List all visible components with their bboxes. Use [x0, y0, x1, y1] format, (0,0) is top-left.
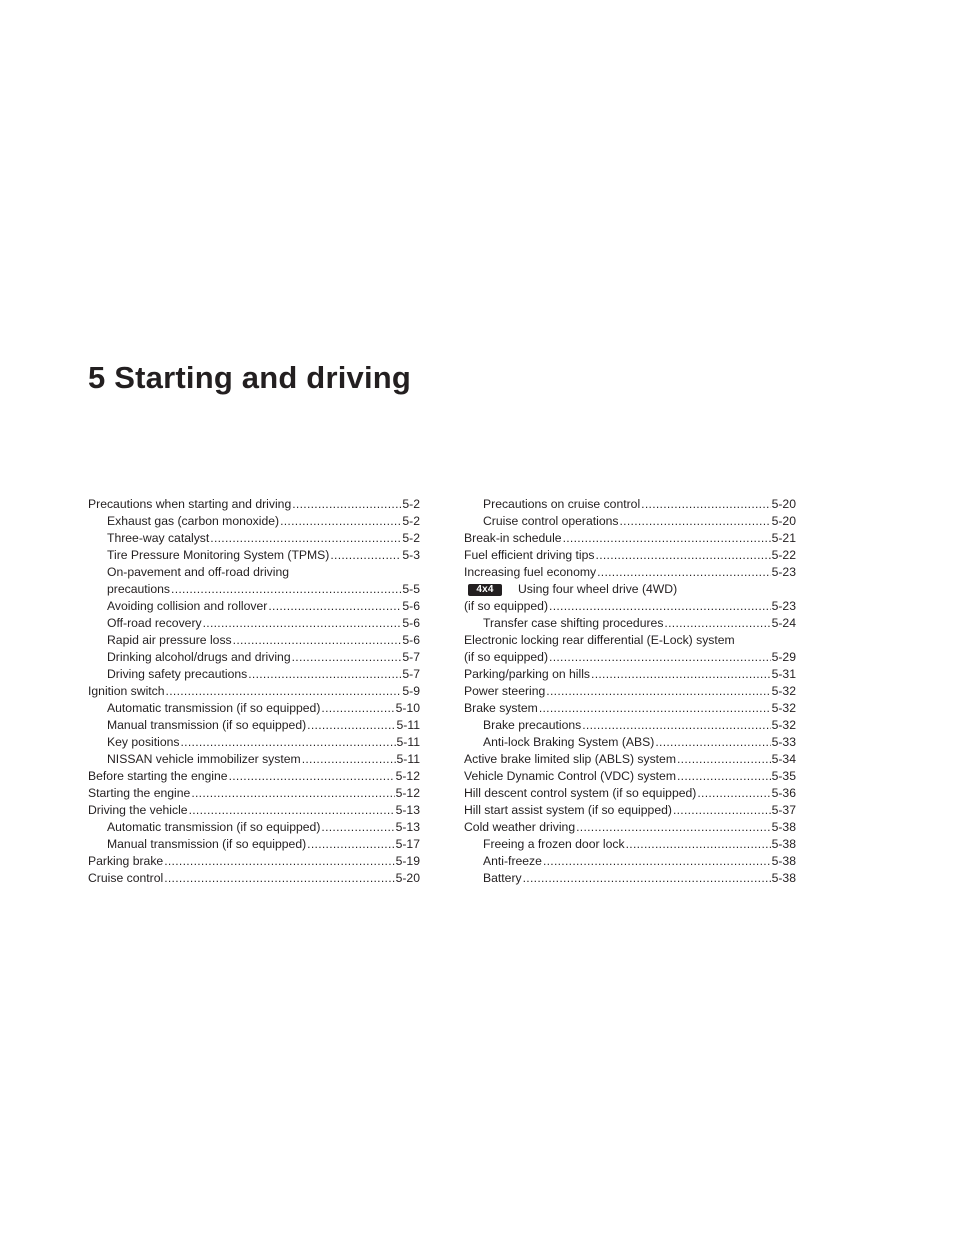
toc-entry-label: Off-road recovery	[107, 616, 202, 630]
toc-leader-dots	[321, 700, 394, 717]
toc-leader-dots	[539, 700, 771, 717]
4x4-icon: 4x4	[468, 584, 502, 596]
toc-entry-label: Hill descent control system (if so equipped)	[464, 786, 697, 800]
toc-entry-label: Rapid air pressure loss	[107, 633, 232, 647]
toc-leader-dots	[563, 530, 771, 547]
toc-leader-dots	[210, 530, 401, 547]
toc-leader-dots	[664, 615, 770, 632]
toc-entry[interactable]	[464, 853, 796, 870]
toc-leader-dots	[549, 649, 771, 666]
toc-page-number: 5-13	[395, 820, 420, 834]
toc-leader-dots	[523, 870, 771, 887]
toc-entry-label: Before starting the engine	[88, 769, 228, 783]
toc-entry-label: Parking brake	[88, 854, 164, 868]
toc-leader-dots	[582, 717, 770, 734]
toc-entry[interactable]	[88, 666, 420, 683]
toc-page-number: 5-11	[396, 752, 420, 766]
toc-entry-label: Electronic locking rear differential (E-Lock) system	[464, 633, 735, 647]
toc-page-number: 5-24	[771, 616, 796, 630]
toc-right-column	[464, 496, 796, 887]
toc-leader-dots	[321, 819, 394, 836]
toc-leader-dots	[677, 768, 771, 785]
toc-page-number: 5-36	[771, 786, 796, 800]
toc-entry-label: (if so equipped)	[464, 650, 549, 664]
toc-leader-dots	[626, 836, 771, 853]
toc-page-number: 5-2	[402, 514, 420, 528]
toc-leader-dots	[620, 513, 771, 530]
toc-entry[interactable]	[464, 751, 796, 768]
toc-entry[interactable]	[88, 564, 420, 581]
toc-leader-dots	[280, 513, 401, 530]
chapter-title: 5 Starting and driving	[88, 360, 412, 395]
toc-entry[interactable]	[88, 785, 420, 802]
toc-page-number: 5-32	[771, 684, 796, 698]
toc-entry[interactable]	[464, 785, 796, 802]
toc-leader-dots	[164, 853, 394, 870]
toc-leader-dots	[191, 785, 394, 802]
toc-entry-label: Manual transmission (if so equipped)	[107, 718, 307, 732]
toc-entry[interactable]	[88, 870, 420, 887]
toc-entry[interactable]	[464, 632, 796, 649]
toc-entry-label: Precautions on cruise control	[483, 497, 641, 511]
toc-entry[interactable]	[464, 819, 796, 836]
toc-entry[interactable]	[464, 530, 796, 547]
toc-entry[interactable]	[464, 564, 796, 581]
toc-leader-dots	[697, 785, 770, 802]
toc-page-number: 5-20	[395, 871, 420, 885]
toc-leader-dots	[677, 751, 771, 768]
toc-page-number: 5-7	[402, 667, 420, 681]
toc-page-number: 5-2	[402, 497, 420, 511]
toc-leader-dots	[307, 836, 394, 853]
toc-entry-label: Cruise control operations	[483, 514, 619, 528]
toc-leader-dots	[591, 666, 771, 683]
toc-left-column	[88, 496, 420, 887]
toc-entry-label: Starting the engine	[88, 786, 191, 800]
toc-entry[interactable]	[88, 649, 420, 666]
toc-entry-label: Break-in schedule	[464, 531, 562, 545]
toc-page-number: 5-20	[771, 514, 796, 528]
toc-leader-dots	[641, 496, 770, 513]
toc-entry-label: Hill start assist system (if so equipped)	[464, 803, 672, 817]
toc-entry[interactable]	[464, 717, 796, 734]
toc-entry-label: Anti-lock Braking System (ABS)	[483, 735, 655, 749]
toc-entry[interactable]	[464, 598, 796, 615]
toc-entry-label: Active brake limited slip (ABLS) system	[464, 752, 676, 766]
toc-page-number: 5-31	[771, 667, 796, 681]
toc-entry[interactable]	[88, 530, 420, 547]
toc-entry[interactable]	[88, 615, 420, 632]
toc-leader-dots	[307, 717, 395, 734]
toc-leader-dots	[203, 615, 402, 632]
toc-leader-dots	[546, 683, 770, 700]
toc-entry-label: Battery	[483, 871, 522, 885]
toc-entry-label: On-pavement and off-road driving	[107, 565, 290, 579]
toc-page-number: 5-9	[402, 684, 420, 698]
toc-entry[interactable]	[88, 717, 420, 734]
toc-entry[interactable]	[88, 700, 420, 717]
toc-page-number: 5-2	[402, 531, 420, 545]
toc-leader-dots	[673, 802, 771, 819]
toc-leader-dots	[597, 564, 770, 581]
toc-entry[interactable]	[464, 496, 796, 513]
toc-page-number: 5-23	[771, 599, 796, 613]
toc-entry[interactable]	[464, 547, 796, 564]
toc-entry[interactable]	[88, 683, 420, 700]
toc-page-number: 5-34	[771, 752, 796, 766]
toc-entry-label: Parking/parking on hills	[464, 667, 591, 681]
toc-page-number: 5-6	[402, 616, 420, 630]
toc-entry[interactable]	[88, 513, 420, 530]
toc-entry-label: Vehicle Dynamic Control (VDC) system	[464, 769, 676, 783]
toc-leader-dots	[248, 666, 401, 683]
toc-entry[interactable]	[88, 802, 420, 819]
toc-entry-label: Precautions when starting and driving	[88, 497, 292, 511]
toc-entry[interactable]	[88, 853, 420, 870]
toc-entry[interactable]	[88, 768, 420, 785]
toc-entry[interactable]	[464, 870, 796, 887]
toc-entry-label: Freeing a frozen door lock	[483, 837, 625, 851]
toc-entry-label: Avoiding collision and rollover	[107, 599, 268, 613]
toc-entry[interactable]	[88, 547, 420, 564]
toc-page-number: 5-38	[771, 820, 796, 834]
toc-page-number: 5-11	[396, 718, 420, 732]
toc-entry-label: Cold weather driving	[464, 820, 576, 834]
toc-entry[interactable]	[464, 581, 796, 598]
toc-page-number: 5-3	[402, 548, 420, 562]
toc-leader-dots	[189, 802, 395, 819]
toc-entry-label: Drinking alcohol/drugs and driving	[107, 650, 291, 664]
toc-entry[interactable]	[464, 836, 796, 853]
toc-entry-label: Power steering	[464, 684, 546, 698]
toc-entry-label: Automatic transmission (if so equipped)	[107, 701, 321, 715]
toc-leader-dots	[229, 768, 395, 785]
toc-entry-label: Fuel efficient driving tips	[464, 548, 595, 562]
toc-entry-label: Ignition switch	[88, 684, 165, 698]
toc-leader-dots	[543, 853, 771, 870]
toc-entry-label: Tire Pressure Monitoring System (TPMS)	[107, 548, 330, 562]
toc-entry[interactable]	[88, 751, 420, 768]
toc-leader-dots	[164, 870, 394, 887]
toc-leader-dots	[268, 598, 401, 615]
toc-page-number: 5-7	[402, 650, 420, 664]
toc-entry-label: NISSAN vehicle immobilizer system	[107, 752, 301, 766]
toc-leader-dots	[292, 496, 401, 513]
toc-entry[interactable]	[464, 513, 796, 530]
toc-entry[interactable]	[464, 683, 796, 700]
toc-entry[interactable]	[88, 819, 420, 836]
toc-page-number: 5-13	[395, 803, 420, 817]
toc-entry[interactable]	[88, 836, 420, 853]
toc-entry[interactable]	[464, 666, 796, 683]
toc-leader-dots	[292, 649, 402, 666]
toc-entry[interactable]	[464, 768, 796, 785]
toc-leader-dots	[596, 547, 771, 564]
toc-page-number: 5-23	[771, 565, 796, 579]
toc-page-number: 5-6	[402, 599, 420, 613]
toc-entry[interactable]	[464, 734, 796, 751]
toc-page-number: 5-11	[396, 735, 420, 749]
toc-page-number: 5-12	[395, 786, 420, 800]
toc-entry-label: (if so equipped)	[464, 599, 549, 613]
toc-leader-dots	[330, 547, 401, 564]
toc-entry-label: Exhaust gas (carbon monoxide)	[107, 514, 280, 528]
toc-entry-label: Brake system	[464, 701, 538, 715]
toc-entry[interactable]	[464, 615, 796, 632]
toc-page-number: 5-20	[771, 497, 796, 511]
toc-entry-label: precautions	[107, 582, 171, 596]
toc-entry-label: Automatic transmission (if so equipped)	[107, 820, 321, 834]
toc-leader-dots	[576, 819, 770, 836]
toc-entry-label: Key positions	[107, 735, 180, 749]
toc-page-number: 5-29	[771, 650, 796, 664]
toc-entry-label: Transfer case shifting procedures	[483, 616, 664, 630]
toc-page-number: 5-22	[771, 548, 796, 562]
toc-entry-label: Using four wheel drive (4WD)	[518, 582, 678, 596]
toc-entry[interactable]	[88, 496, 420, 513]
toc-page-number: 5-5	[402, 582, 420, 596]
toc-entry-label: Driving safety precautions	[107, 667, 248, 681]
toc-entry-label: Three-way catalyst	[107, 531, 210, 545]
toc-page-number: 5-38	[771, 871, 796, 885]
toc-entry-label: Anti-freeze	[483, 854, 542, 868]
toc-page-number: 5-37	[771, 803, 796, 817]
toc-page-number: 5-32	[771, 718, 796, 732]
toc-page-number: 5-33	[771, 735, 796, 749]
toc-entry-label: Driving the vehicle	[88, 803, 188, 817]
toc-page-number: 5-38	[771, 854, 796, 868]
toc-page-number: 5-6	[402, 633, 420, 647]
toc-entry-label: Cruise control	[88, 871, 164, 885]
toc-leader-dots	[233, 632, 402, 649]
toc-entry[interactable]	[88, 632, 420, 649]
toc-entry[interactable]	[88, 734, 420, 751]
toc-entry[interactable]	[464, 649, 796, 666]
toc-entry-label: Increasing fuel economy	[464, 565, 597, 579]
toc-page-number: 5-12	[395, 769, 420, 783]
toc-entry-label: Manual transmission (if so equipped)	[107, 837, 307, 851]
toc-page-number: 5-38	[771, 837, 796, 851]
toc-entry[interactable]	[88, 581, 420, 598]
toc-page-number: 5-32	[771, 701, 796, 715]
toc-leader-dots	[181, 734, 396, 751]
toc-entry[interactable]	[464, 802, 796, 819]
toc-page-number: 5-35	[771, 769, 796, 783]
toc-leader-dots	[302, 751, 396, 768]
toc-page-number: 5-19	[395, 854, 420, 868]
toc-page-number: 5-10	[395, 701, 420, 715]
toc-entry-label: Brake precautions	[483, 718, 582, 732]
toc-entry[interactable]	[88, 598, 420, 615]
toc-page-number: 5-17	[395, 837, 420, 851]
toc-leader-dots	[549, 598, 771, 615]
toc-page-number: 5-21	[771, 531, 796, 545]
toc-leader-dots	[171, 581, 401, 598]
toc-leader-dots	[655, 734, 770, 751]
toc-leader-dots	[166, 683, 402, 700]
toc-entry[interactable]	[464, 700, 796, 717]
